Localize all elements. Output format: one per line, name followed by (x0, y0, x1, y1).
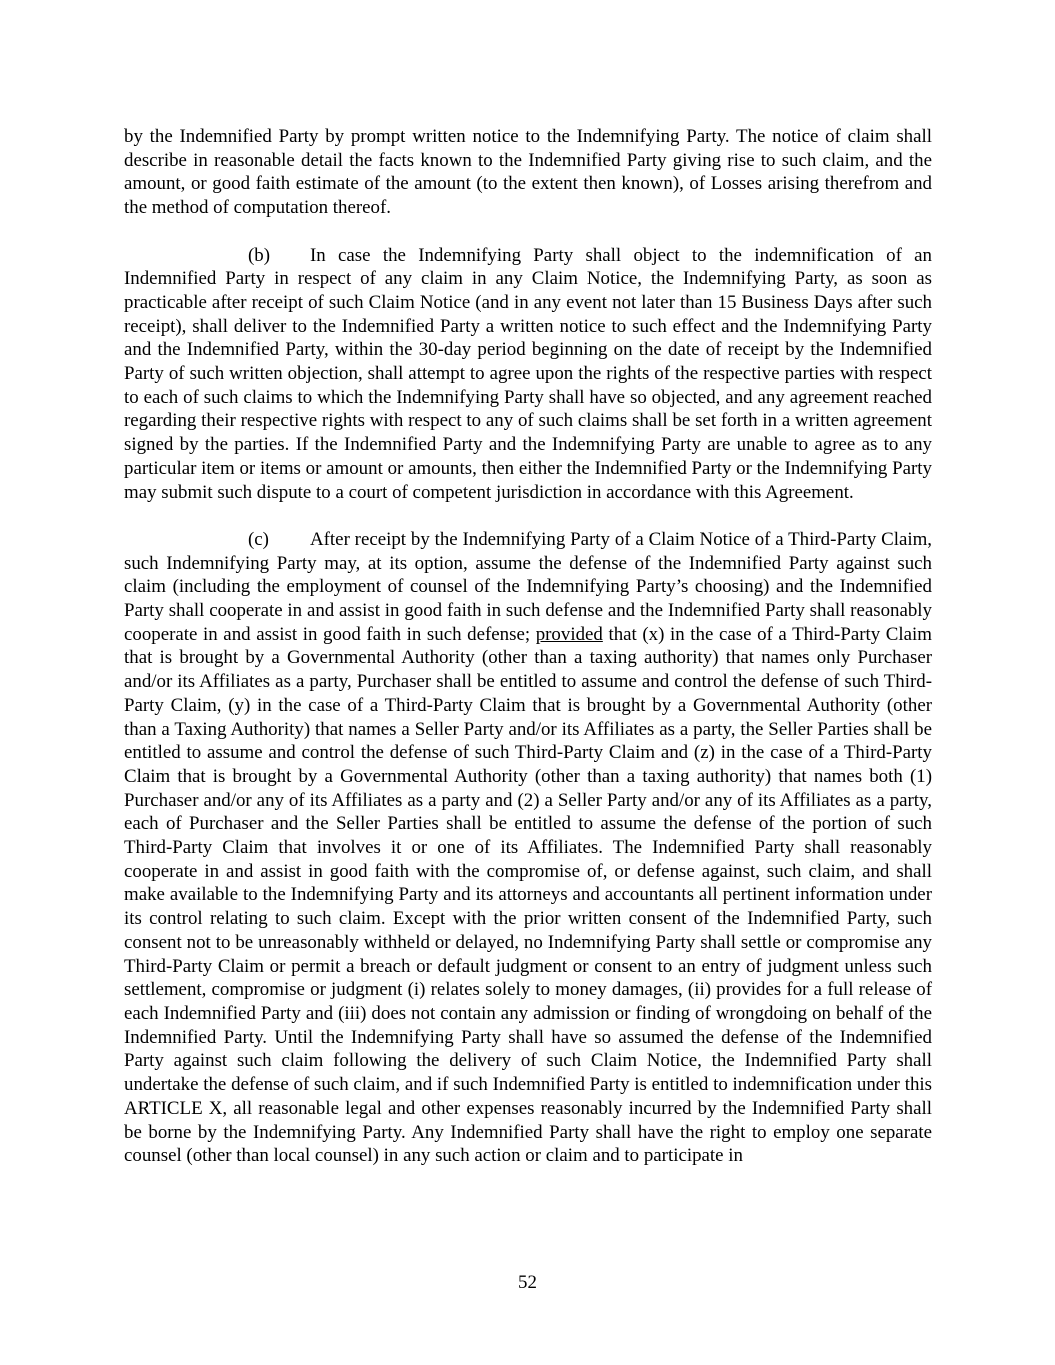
paragraph-b-text: In case the Indemnifying Party shall object to the indemnification of an Indemnified Party in respect of any claim in any Claim Notice, the Indemnifying Party, as soon as practicable after receipt of such Claim Notice (and in any event not later than 15 Business Days after such receipt), shall deliver to the Indemnified Party a written notice to such effect and the Indemnifying Party and the Indemnified Party, within the 30-day period beginning on the date of receipt by the Indemnified Party of such written objection, shall attempt to agree upon the rights of the respective parties with respect to each of such claims to which the Indemnifying Party shall have so objected, and any agreement reached regarding their respective rights with respect to any of such claims shall be set forth in a written agreement signed by the parties. If the Indemnified Party and the Indemnifying Party are unable to agree as to any particular item or items or amount or amounts, then either the Indemnified Party or the Indemnifying Party may submit such dispute to a court of competent jurisdiction in accordance with this Agreement. (124, 244, 932, 503)
page-number: 52 (518, 1272, 537, 1293)
paragraph-c-provided: provided (535, 623, 603, 645)
paragraph-a-continuation (124, 125, 932, 220)
paragraph-c-text-before: After receipt by the Indemnifying Party of a Claim Notice of a Third-Party Claim, such Indemnifying Party may, at its option, assume the defense of the Indemnified Party against such claim (including the employment of counsel of the Indemnifying Party’s choosing) and the Indemnified Party shall cooperate in and assist in good faith in such defense and the Indemnified Party shall reasonably cooperate in and assist in good faith in such defense; (124, 528, 932, 645)
paragraph-c (124, 528, 932, 1168)
paragraph-b-label: (b) (248, 244, 271, 266)
paragraph-c-label: (c) (248, 528, 269, 550)
paragraph-b (124, 244, 932, 505)
paragraph-c-text-after: that (x) in the case of a Third-Party Claim that is brought by a Governmental Authority (other than a taxing authority) that names only Purchaser and/or its Affiliates as a party, Purchaser shall be entitled to assume and control the defense of such Third-Party Claim, (y) in the case of a Third-Party Claim that is brought by a Governmental Authority (other than a Taxing Authority) that names a Seller Party and/or its Affiliates as a party, the Seller Parties shall be entitled to assume and control the defense of such Third-Party Claim and (z) in the case of a Third-Party Claim that is brought by a Governmental Authority (other than a taxing authority) that names both (1) Purchaser and/or any of its Affiliates as a party and (2) a Seller Party and/or any of its Affiliates as a party, each of Purchaser and the Seller Parties shall be entitled to assume the defense of the portion of such Third-Party Claim that involves it or one of its Affiliates. The Indemnified Party shall reasonably cooperate in and assist in good faith with the compromise of, or defense against, such claim, and shall make available to the Indemnifying Party and its attorneys and accountants all pertinent information under its control relating to such claim. Except with the prior written consent of the Indemnified Party, such consent not to be unreasonably withheld or delayed, no Indemnifying Party shall settle or compromise any Third-Party Claim or permit a breach or default judgment or consent to an entry of judgment unless such settlement, compromise or judgment (i) relates solely to money damages, (ii) provides for a full release of each Indemnified Party and (iii) does not contain any admission or finding of wrongdoing on behalf of the Indemnified Party. Until the Indemnifying Party shall have so assumed the defense of the Indemnified Party against such claim following the delivery of such Claim Notice, the Indemnified Party shall undertake the defense of such claim, and if such Indemnified Party is entitled to indemnification under this ARTICLE X, all reasonable legal and other expenses reasonably incurred by the Indemnified Party shall be borne by the Indemnifying Party. Any Indemnified Party shall have the right to employ one separate counsel (other than local counsel) in any such action or claim and to participate in (124, 623, 932, 1167)
document-body (124, 125, 932, 1192)
paragraph-a-text: by the Indemnified Party by prompt written notice to the Indemnifying Party. The notice of claim shall describe in reasonable detail the facts known to the Indemnified Party giving rise to such claim, and the amount, or good faith estimate of the amount (to the extent then known), of Losses arising therefrom and the method of computation thereof. (124, 126, 932, 219)
